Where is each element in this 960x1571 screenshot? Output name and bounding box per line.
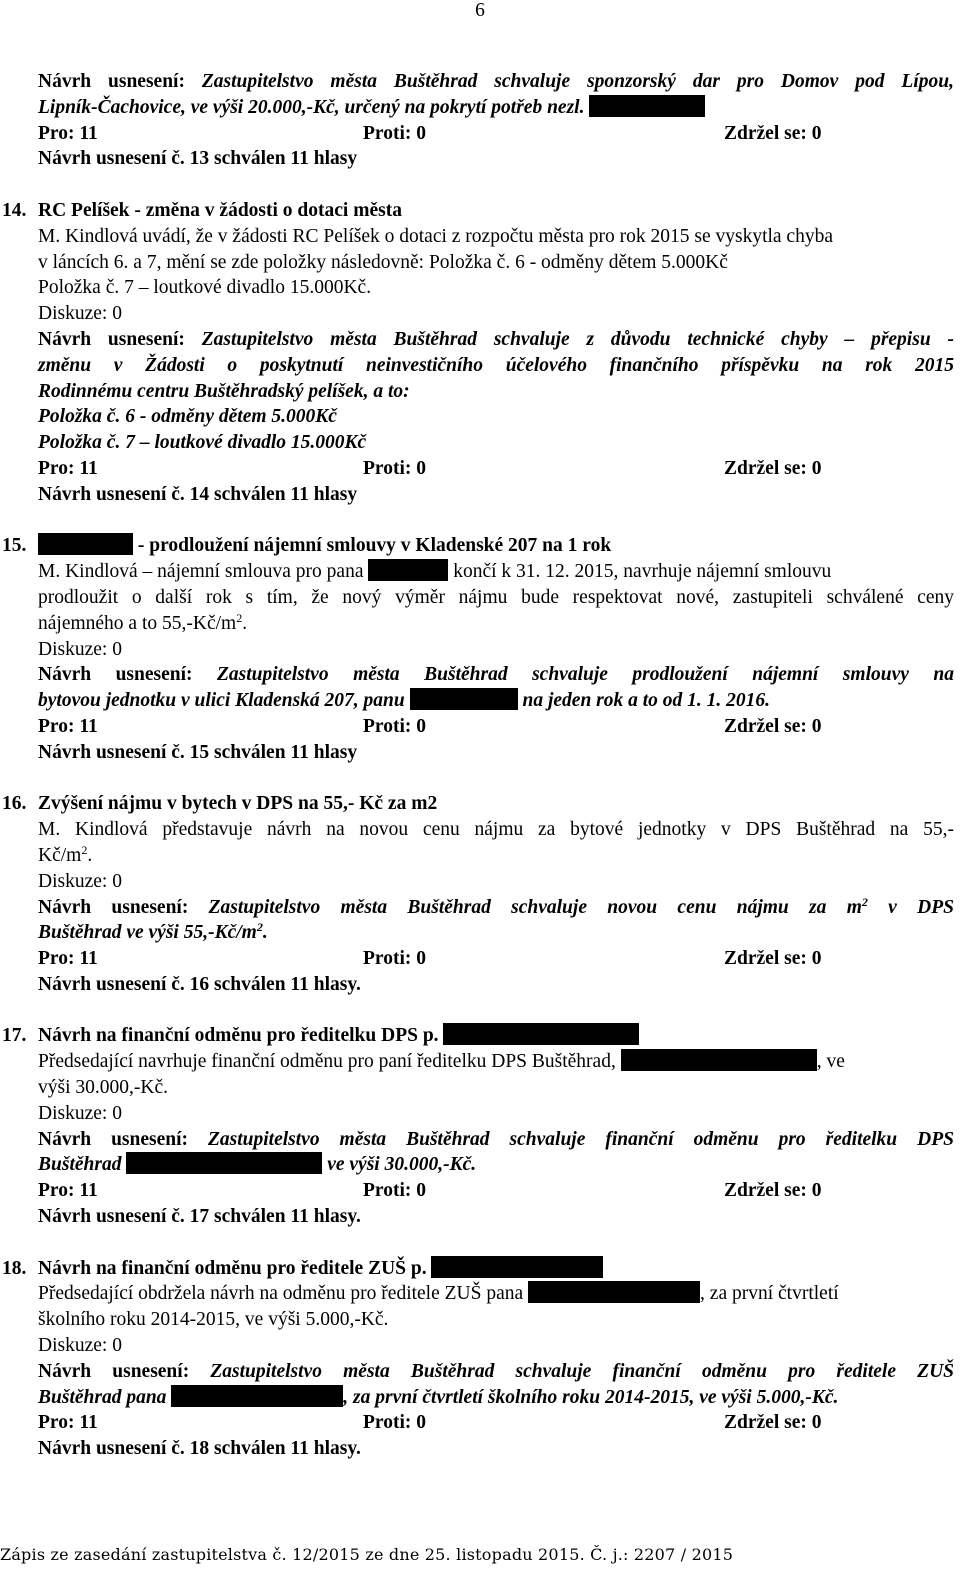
redacted-block: [38, 533, 133, 555]
discussion-line: Diskuze: 0: [38, 870, 122, 892]
discussion-line: Diskuze: 0: [38, 638, 122, 660]
section-14: [2, 198, 954, 508]
discussion-line: Diskuze: 0: [38, 1102, 122, 1124]
redacted-block: [368, 559, 448, 581]
section-17: [2, 1023, 954, 1229]
resolution-line: bytovou jednotku v ulici Kladenská 207, panu na jeden rok a to od 1. 1. 2016.: [38, 690, 771, 712]
resolution-line: Návrh usnesení: Zastupitelstvo města Buštěhrad schvaluje finanční odměnu pro ředitele ZUŠ: [38, 1360, 954, 1382]
redacted-block: [621, 1049, 817, 1071]
body-line: $Kč/m^2$.: [38, 842, 93, 866]
body-line: Položka č. 7 – loutkové divadlo 15.000Kč.: [38, 277, 372, 299]
resolution-line: Lipník-Čachovice, ve výši 20.000,-Kč, určený na pokrytí potřeb nezl.: [38, 95, 954, 121]
resolution-line: Návrh usnesení: Zastupitelstvo města Buštěhrad schvaluje novou cenu nájmu za $m^2$ v DPS: [38, 894, 954, 918]
vote-result: Pro: 11 Proti: 0 Zdržel se: 0: [38, 715, 822, 737]
body-line: M. Kindlová – nájemní smlouva pro pana končí k 31. 12. 2015, navrhuje nájemní smlouvu: [38, 561, 832, 583]
section-heading: 15. - prodloužení nájemní smlouvy v Kladenské 207 na 1 rok: [2, 535, 612, 557]
section-13: [38, 69, 954, 172]
vote-result: Pro: 11 Proti: 0 Zdržel se: 0: [38, 948, 822, 970]
vote-result: Pro: 11 Proti: 0 Zdržel se: 0: [38, 122, 822, 144]
approval-line: Návrh usnesení č. 17 schválen 11 hlasy.: [38, 1206, 361, 1228]
vote-result: Pro: 11 Proti: 0 Zdržel se: 0: [38, 1412, 822, 1434]
discussion-line: Diskuze: 0: [38, 1335, 122, 1357]
page-number: 6: [475, 0, 485, 21]
resolution-line: Návrh usnesení: Zastupitelstvo města Buštěhrad schvaluje finanční odměnu pro ředitelku DPS: [38, 1128, 954, 1150]
discussion-line: Diskuze: 0: [38, 303, 122, 325]
redacted-block: [431, 1256, 603, 1278]
redacted-block: [171, 1385, 343, 1407]
body-line: školního roku 2014-2015, ve výši 5.000,-Kč.: [38, 1309, 389, 1331]
resolution-line: Návrh usnesení: Zastupitelstvo města Buštěhrad schvaluje sponzorský dar pro Domov pod Lípou,: [38, 71, 954, 92]
approval-line: Návrh usnesení č. 13 schválen 11 hlasy: [38, 148, 358, 170]
resolution-line: Položka č. 7 – loutkové divadlo 15.000Kč: [38, 432, 367, 454]
redacted-block: [589, 95, 705, 117]
resolution-line: Buštěhrad ve výši 30.000,-Kč.: [38, 1154, 477, 1176]
body-line: M. Kindlová představuje návrh na novou cenu nájmu za bytové jednotky v DPS Buštěhrad na 55,-: [38, 819, 954, 841]
redacted-block: [126, 1152, 322, 1174]
section-15: [2, 533, 954, 765]
approval-line: Návrh usnesení č. 14 schválen 11 hlasy: [38, 483, 358, 505]
resolution-line: Položka č. 6 - odměny dětem 5.000Kč: [38, 406, 337, 428]
section-18: [2, 1256, 954, 1462]
resolution-line: Návrh usnesení: Zastupitelstvo města Buštěhrad schvaluje z důvodu technické chyby – přepisu -: [38, 328, 954, 350]
approval-line: Návrh usnesení č. 18 schválen 11 hlasy.: [38, 1438, 361, 1460]
redacted-block: [410, 688, 518, 710]
section-heading: 14. RC Pelíšek - změna v žádosti o dotaci města: [2, 199, 402, 221]
body-line: M. Kindlová uvádí, že v žádosti RC Pelíšek o dotaci z rozpočtu města pro rok 2015 se vyskytla chyba: [38, 225, 833, 247]
resolution-line: změnu v Žádosti o poskytnutí neinvestičního účelového finančního příspěvku na rok 2015: [38, 354, 954, 376]
section-heading: 18. Návrh na finanční odměnu pro ředitele ZUŠ p.: [38, 1256, 954, 1282]
redacted-block: [528, 1281, 700, 1303]
vote-result: Pro: 11 Proti: 0 Zdržel se: 0: [38, 1180, 822, 1202]
section-heading: 17. Návrh na finanční odměnu pro ředitelku DPS p.: [38, 1023, 954, 1049]
resolution-line: Rodinnému centru Buštěhradský pelíšek, a to:: [38, 380, 410, 402]
body-line: nájemného a to $55,-Kč/m^2$.: [38, 610, 248, 634]
section-16: [2, 791, 954, 997]
body-line: výši 30.000,-Kč.: [38, 1077, 168, 1099]
redacted-block: [443, 1023, 639, 1045]
resolution-line: Buštěhrad pana , za první čtvrtletí školního roku 2014-2015, ve výši 5.000,-Kč.: [38, 1386, 839, 1408]
approval-line: Návrh usnesení č. 15 schválen 11 hlasy: [38, 741, 358, 763]
resolution-line: Návrh usnesení: Zastupitelstvo města Buštěhrad schvaluje prodloužení nájemní smlouvy na: [38, 664, 954, 686]
body-line: prodloužit o další rok s tím, že nový výměr nájmu bude respektovat nové, zastupiteli schválené ceny: [38, 586, 954, 608]
page-footer: Zápis ze zasedání zastupitelstva č. 12/2015 ze dne 25. listopadu 2015. Č. j.: 2207 / 2015: [0, 1545, 734, 1564]
body-line: Předsedající obdržela návrh na odměnu pro ředitele ZUŠ pana , za první čtvrtletí: [38, 1283, 839, 1305]
vote-result: Pro: 11 Proti: 0 Zdržel se: 0: [38, 457, 822, 479]
resolution-line: Buštěhrad ve výši $55,-Kč/m^2$.: [38, 920, 268, 944]
body-line: Předsedající navrhuje finanční odměnu pro paní ředitelku DPS Buštěhrad, , ve: [38, 1051, 845, 1073]
body-line: v láncích 6. a 7, mění se zde položky následovně: Položka č. 6 - odměny dětem 5.000Kč: [38, 251, 728, 273]
section-heading: 16. Zvýšení nájmu v bytech v DPS na 55,- Kč za m2: [2, 793, 438, 815]
minutes-content: [2, 69, 954, 1462]
approval-line: Návrh usnesení č. 16 schválen 11 hlasy.: [38, 973, 361, 995]
